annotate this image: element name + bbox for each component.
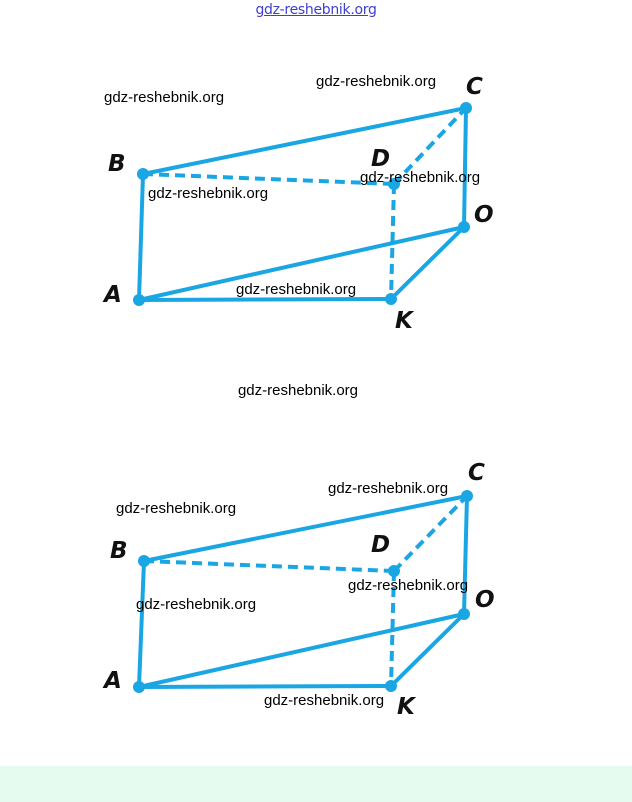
vertex-c <box>460 102 472 114</box>
vertex-a <box>133 681 145 693</box>
watermark: gdz-reshebnik.org <box>148 185 269 202</box>
hidden-edge-b-d <box>143 174 394 184</box>
vertex-c <box>461 490 473 502</box>
label-c: C <box>466 74 483 100</box>
label-o: O <box>475 587 495 613</box>
watermark: gdz-reshebnik.org <box>236 281 357 298</box>
watermark: gdz-reshebnik.org <box>237 382 359 399</box>
watermark: gdz-reshebnik.org <box>104 89 225 106</box>
footer-bar <box>0 766 632 802</box>
hidden-edge-b-d <box>144 561 394 571</box>
watermark: gdz-reshebnik.org <box>316 73 437 90</box>
label-b: B <box>110 538 128 564</box>
prism-figure-1 <box>0 0 632 360</box>
label-o: O <box>474 202 494 228</box>
site-link[interactable]: gdz-reshebnik.org <box>255 2 377 18</box>
edge-c-o <box>464 496 467 614</box>
edge-a-b <box>139 561 144 687</box>
edge-k-o <box>391 227 464 299</box>
label-a: A <box>104 282 122 308</box>
watermark: gdz-reshebnik.org <box>264 692 385 709</box>
label-c: C <box>468 460 485 486</box>
watermark: gdz-reshebnik.org <box>360 169 481 186</box>
watermark: gdz-reshebnik.org <box>116 500 237 517</box>
edge-k-o <box>391 614 464 686</box>
prism-figure-2 <box>0 440 632 740</box>
vertex-b <box>138 555 150 567</box>
hidden-edge-d-k <box>391 184 394 299</box>
vertex-o <box>458 608 470 620</box>
label-k: K <box>397 694 415 720</box>
vertex-a <box>133 294 145 306</box>
label-d: D <box>371 146 391 172</box>
edge-c-o <box>464 108 466 227</box>
watermark: gdz-reshebnik.org <box>136 596 257 613</box>
edge-a-o <box>139 614 464 687</box>
label-b: B <box>108 151 126 177</box>
label-d: D <box>371 532 391 558</box>
label-a: A <box>104 668 122 694</box>
vertex-k <box>385 680 397 692</box>
edge-a-k <box>139 686 391 687</box>
vertex-k <box>385 293 397 305</box>
watermark: gdz-reshebnik.org <box>348 577 469 594</box>
vertex-o <box>458 221 470 233</box>
edge-b-c <box>143 108 466 174</box>
edge-a-b <box>139 174 143 300</box>
label-k: K <box>395 308 413 334</box>
vertex-d <box>388 565 400 577</box>
watermark: gdz-reshebnik.org <box>328 480 449 497</box>
edge-a-k <box>139 299 391 300</box>
vertex-b <box>137 168 149 180</box>
